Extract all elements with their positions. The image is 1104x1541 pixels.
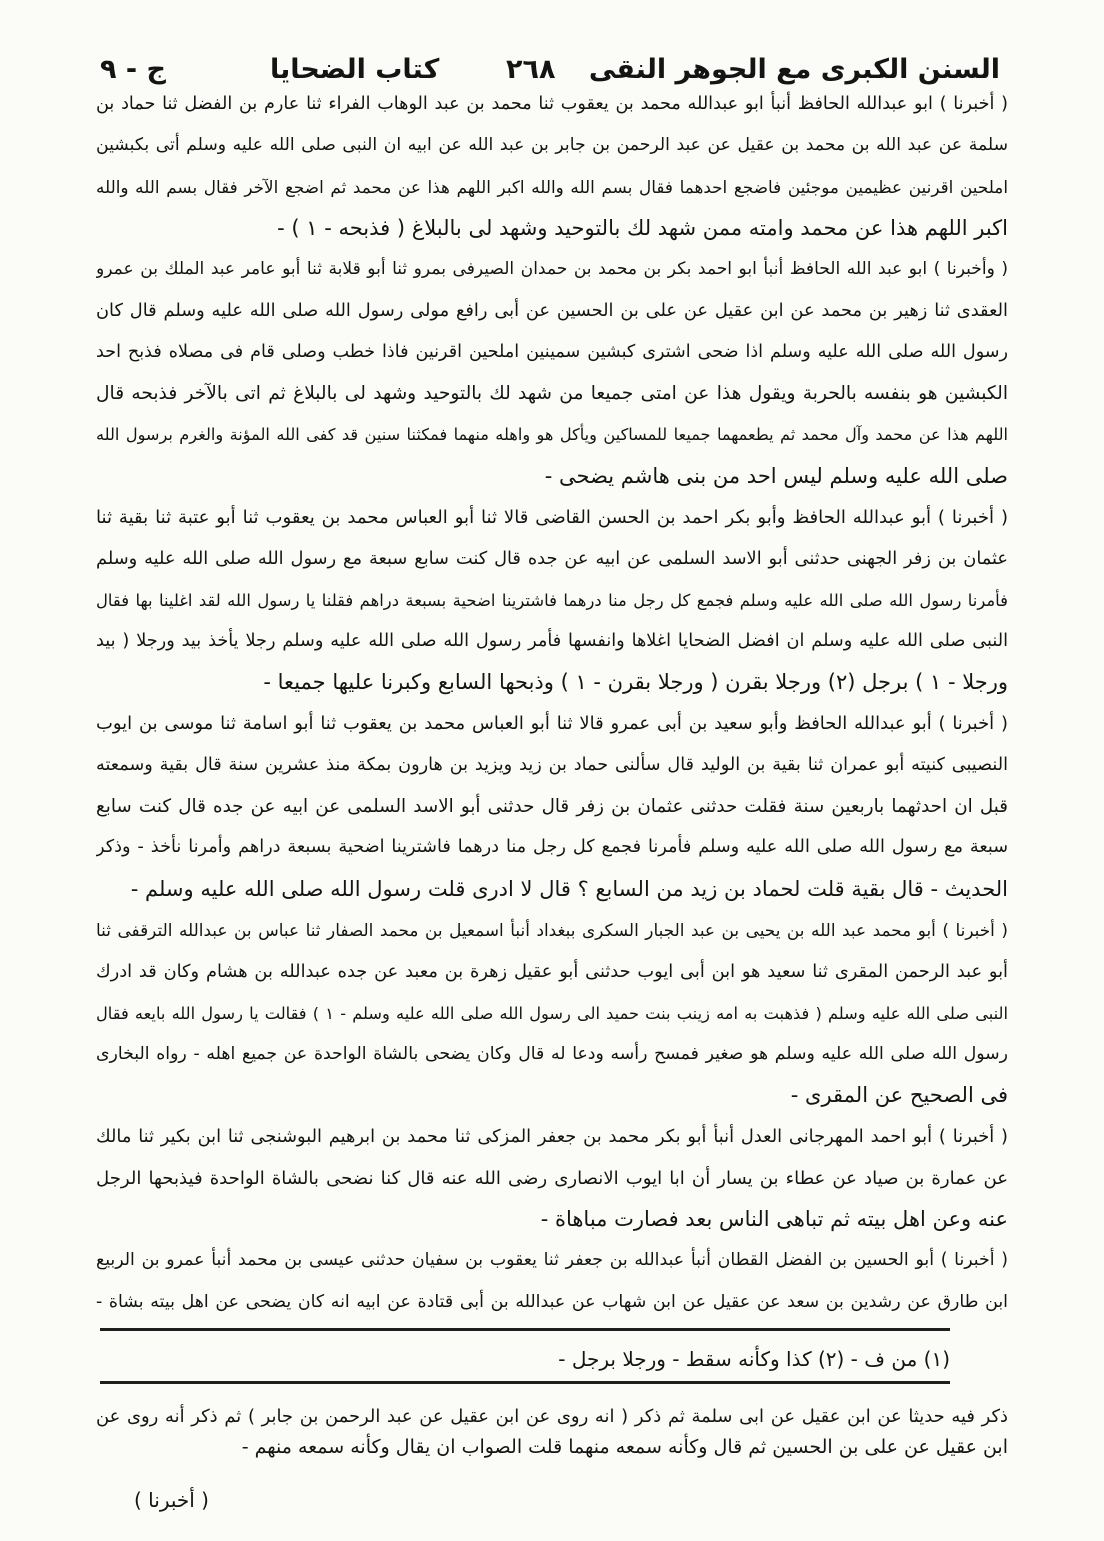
body-line: ( وأخبرنا ) ابو عبد الله الحافظ أنبأ ابو احمد بكر بن محمد بن حمدان الصيرفى بمرو ثنا أبو قلابة ثنا أبو عامر عبد الملك بن عمرو — [96, 259, 1008, 280]
main-text — [96, 84, 1008, 1323]
body-line: ورجلا - ١ ) برجل (٢) ورجلا بقرن ( ورجلا بقرن - ١ ) وذبحها السابع وكبرنا عليها جميعا - — [263, 670, 1008, 695]
body-line: النبى صلى الله عليه وسلم ( فذهبت به امه زينب بنت حميد الى رسول الله صلى الله عليه وسلم - ١ ) فقالت يا رسول الله بايعه فقال — [96, 1003, 1008, 1023]
body-line: ابن طارق عن رشدين بن سعد عن عقيل عن ابن شهاب عن عبدالله بن أبى قتادة عن ابيه انه كان يضحى عن اهل بيته بشاة - — [96, 1291, 1008, 1312]
body-line: صلى الله عليه وسلم ليس احد من بنى هاشم يضحى - — [544, 463, 1008, 488]
body-line: عن عمارة بن صياد عن عطاء بن يسار أن ابا ايوب الانصارى رضى الله عنه قال كنا نضحى بالشاة الواحدة فيذبحها الرجل — [96, 1167, 1008, 1189]
commentary-line: ابن عقيل عن على بن الحسين ثم قال وكأنه سمعه منهما قلت الصواب ان يقال وكأنه سمعه منهم - — [241, 1436, 1008, 1458]
volume-number: ج - ٩ — [100, 54, 166, 85]
body-line: اللهم هذا عن محمد وآل محمد ثم يطعمهما جميعا للمساكين ويأكل هو واهله منهما فمكثنا سنين قد كفى الله المؤنة والغرم برسول الله — [96, 425, 1008, 445]
body-line: قبل ان احدثهما باربعين سنة فقلت حدثنى عثمان بن زفر قال حدثنى أبو الاسد السلمى عن ابيه عن جده قال كنت سابع — [96, 796, 1008, 818]
body-line: أبو عبد الرحمن المقرى ثنا سعيد هو ابن أبى ايوب حدثنى أبو عقيل زهرة بن معبد عن جده عبدالله بن هشام وكان قد ادرك — [96, 961, 1008, 983]
body-line: ( أخبرنا ) أبو محمد عبد الله بن يحيى بن عبد الجبار السكرى ببغداد أنبأ اسمعيل بن محمد الصفار ثنا عباس بن عبدالله الترقفى ثنا — [96, 919, 1008, 940]
paragraph — [96, 703, 1008, 909]
body-line: النصيبى كنيته أبو عمران ثنا بقية بن الوليد قال سألنى حماد بن زيد ويزيد بن هارون بمكة منذ عشرين سنة قال بقية وسمعته — [96, 754, 1008, 775]
body-line: الحديث - قال بقية قلت لحماد بن زيد من السابع ؟ قال لا ادرى قلت رسول الله صلى الله عليه وسلم - — [130, 876, 1008, 901]
paragraph — [96, 84, 1008, 249]
body-line: ( أخبرنا ) أبو عبدالله الحافظ وأبو سعيد بن أبى عمرو قالا ثنا أبو العباس محمد بن يعقوب ثنا أبو اسامة ثنا موسى بن ايوب — [96, 713, 1008, 735]
body-line: ( أخبرنا ) أبو عبدالله الحافظ وأبو بكر احمد بن الحسن القاضى قالا ثنا أبو العباس محمد بن يعقوب ثنا أبو عتبة ثنا بقية ثنا — [96, 506, 1008, 528]
paragraph — [96, 1116, 1008, 1240]
chapter-title: كتاب الضحايا — [270, 54, 440, 85]
paragraph — [96, 497, 1008, 703]
body-line: املحين اقرنين عظيمين موجئين فاضجع احدهما فقال بسم الله والله اكبر اللهم هذا عن محمد ثم اضجع الآخر فقال بسم الله والله — [96, 176, 1008, 197]
footnote-rule — [100, 1328, 950, 1331]
footnotes: (١) من ف - (٢) كذا وكأنه سقط - ورجلا برجل - — [558, 1347, 950, 1371]
body-line: ( أخبرنا ) ابو عبدالله الحافظ أنبأ ابو عبدالله محمد بن يعقوب ثنا محمد بن عبد الوهاب الفراء ثنا عارم بن الفضل ثنا حماد بن — [96, 94, 1008, 114]
body-line: النبى صلى الله عليه وسلم ان افضل الضحايا اغلاها وانفسها فأمر رسول الله صلى الله عليه وسلم رجلا يأخذ بيد ورجلا ( بيد — [96, 630, 1008, 651]
body-line: الكبشين هو بنفسه بالحربة ويقول هذا عن امتى جميعا من شهد لك بالتوحيد وشهد لى بالبلاغ ثم اتى بالآخر فذبحه قال — [96, 383, 1008, 405]
body-line: رسول الله صلى الله عليه وسلم هو صغير فمسح رأسه ودعا له قال وكان يضحى بالشاة الواحدة عن جميع اهله - رواه البخارى — [96, 1043, 1008, 1064]
paragraph — [96, 910, 1008, 1116]
body-line: اكبر اللهم هذا عن محمد وامته ممن شهد لك بالتوحيد وشهد لى بالبلاغ ( فذبحه - ١ ) - — [277, 215, 1008, 240]
catchword: ( أخبرنا ) — [134, 1488, 209, 1512]
body-line: عنه وعن اهل بيته ثم تباهى الناس بعد فصارت مباهاة - — [540, 1207, 1008, 1232]
body-line: العقدى ثنا زهير بن محمد عن ابن عقيل عن على بن الحسين عن أبى رافع مولى رسول الله صلى الله عليه وسلم قال كان — [96, 300, 1008, 322]
body-line: فأمرنا رسول الله صلى الله عليه وسلم فجمع كل رجل منا درهما فاشترينا اضحية بسبعة دراهم فقلنا يا رسول الله لقد اغلينا بها فقال — [96, 590, 1008, 610]
body-line: فى الصحيح عن المقرى - — [790, 1083, 1008, 1108]
body-line: سلمة عن عبد الله بن محمد بن عقيل عن عبد الرحمن بن جابر بن عبد الله عن ابيه ان النبى صلى الله عليه وسلم أتى بكبشين — [96, 135, 1008, 156]
paragraph — [96, 249, 1008, 497]
page-number: ٢٦٨ — [506, 54, 556, 85]
commentary-rule — [100, 1381, 950, 1384]
body-line: ( أخبرنا ) أبو احمد المهرجانى العدل أنبأ أبو بكر محمد بن جعفر المزكى ثنا محمد بن ابرهيم البوشنجى ثنا ابن بكير ثنا مالك — [96, 1126, 1008, 1148]
body-line: سبعة مع رسول الله صلى الله عليه وسلم فأمرنا فجمع كل رجل منا درهما فاشترينا اضحية بسبعة دراهم وأمرنا نأخذ - وذكر — [96, 837, 1008, 858]
paragraph — [96, 1240, 1008, 1323]
book-title: السنن الكبرى مع الجوهر النقى — [588, 54, 1000, 85]
body-line: رسول الله صلى الله عليه وسلم اذا ضحى اشترى كبشين سمينين املحين اقرنين فاذا خطب وصلى قام فى مصلاه فذبح احد — [96, 341, 1008, 362]
body-line: ( أخبرنا ) أبو الحسين بن الفضل القطان أنبأ عبدالله بن جعفر ثنا يعقوب بن سفيان حدثنى عيسى بن محمد أنبأ عمرو بن الربيع — [96, 1250, 1008, 1271]
commentary-line: ذكر فيه حديثا عن ابن عقيل عن ابى سلمة ثم ذكر ( انه روى عن ابن عقيل عن عبد الرحمن بن جابر ) ثم ذكر أنه روى عن — [96, 1406, 1008, 1427]
body-line: عثمان بن زفر الجهنى حدثنى أبو الاسد السلمى عن ابيه عن جده قال كنت سابع سبعة مع رسول الله صلى الله عليه وسلم — [96, 548, 1008, 570]
commentary — [96, 1402, 1008, 1462]
